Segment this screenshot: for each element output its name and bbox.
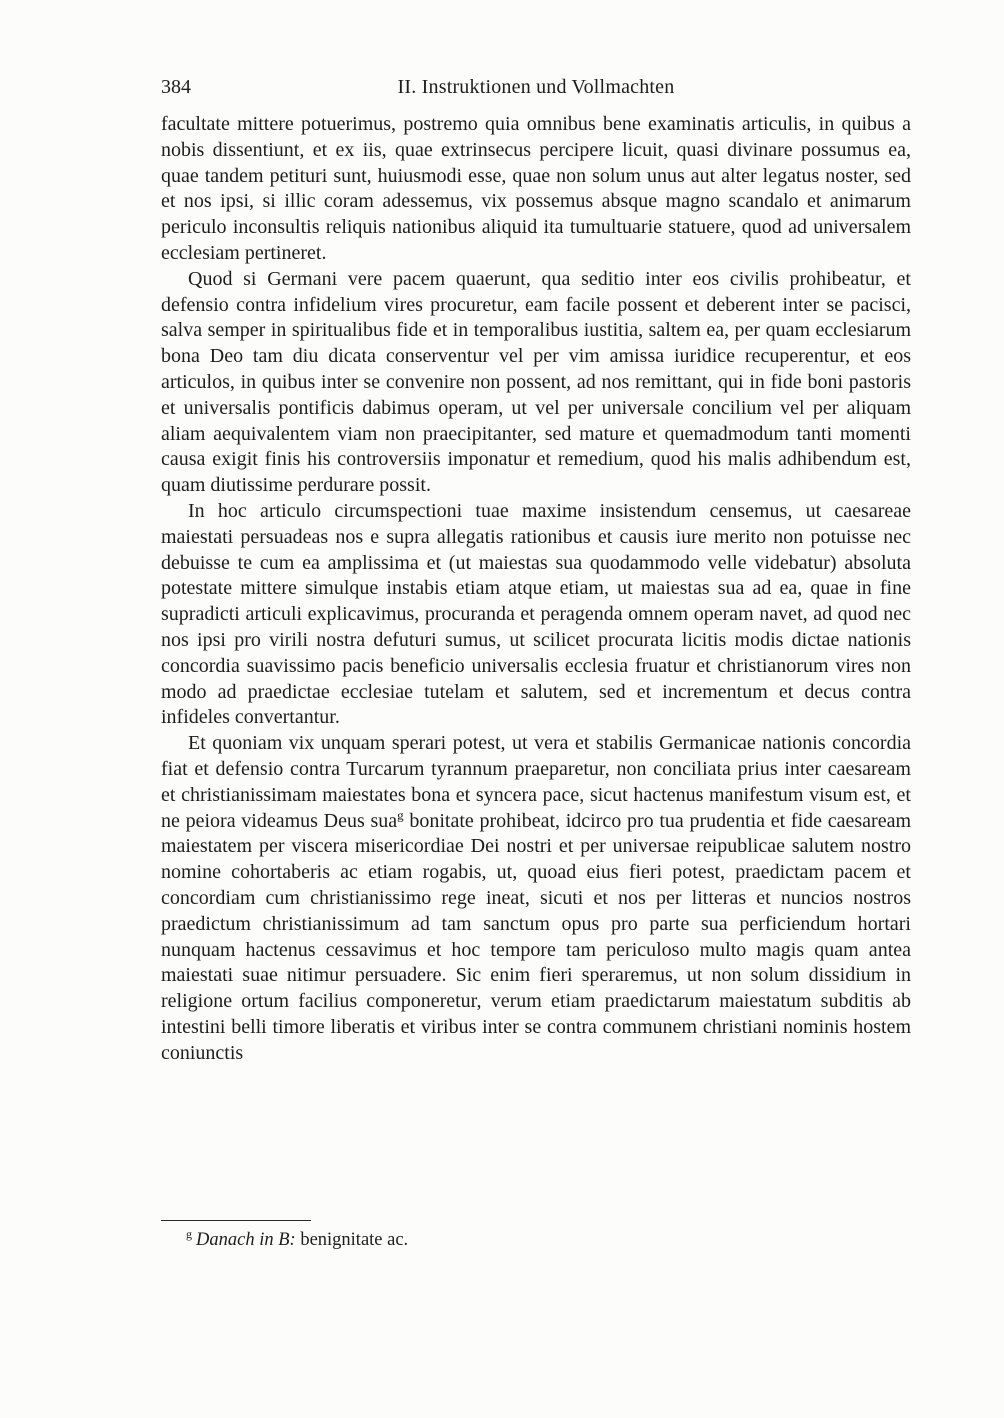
page-header: [161, 76, 911, 104]
footnote: [161, 1228, 911, 1252]
paragraph-text: Et quoniam vix unquam sperari potest, ut vera et stabilis Germanicae nationis concordia fiat et defensio contra Turcarum tyrannum praeparetur, non conciliata prius inter caesaream et christianissimam maiestates bona et syncera pace, sicut hactenus manifestum visum est, et ne peiora videamus Deus sua: [161, 732, 911, 832]
paragraph: facultate mittere potuerimus, postremo quia omnibus bene examinatis articulis, in quibus a nobis dissentiunt, et ex iis, quae extrinsecus percipere licuit, quasi divinare possumus ea, quae tandem petituri sunt, huiusmodi esse, quae non solum unus aut alter legatus noster, sed et nos ipsi, si illic coram adessemus, vix possemus absque magno scandalo et animarum periculo inconsultis reliquis nationibus aliquid ita tumultuarie statuere, quod ad universalem ecclesiam pertineret.: [161, 113, 911, 264]
page-number: 384: [161, 76, 191, 98]
page-body: [161, 112, 911, 1066]
footnote-marker: g: [186, 1226, 192, 1241]
running-header-title: II. Instruktionen und Vollmachten: [397, 76, 675, 98]
footnote-rule: [161, 1220, 311, 1221]
footnote-area: [161, 1220, 911, 1252]
footnote-text: benignitate ac.: [295, 1230, 409, 1250]
footnote-source: Danach in B:: [196, 1230, 296, 1250]
paragraph-text: bonitate prohibeat, idcirco pro tua prudentia et fide caesaream maiestatem per viscera misericordiae Dei nostri et per universae reipublicae salutem nostro nomine cohortaberis ac etiam rogabis, ut, quoad eius fieri potest, praedictam pacem et concordiam cum christianissimo rege ineat, sicuti et nos per litteras et nuncios nostros praedictum christianissimum ad tam sanctum opus pro parte sua perficiendum hortari nunquam hactenus cessavimus et hoc tempore tam periculoso multo magis quam antea maiestati suae nitimur persuadere. Sic enim fieri speraremus, ut non solum dissidium in religione ortum facilius componeretur, verum etiam praedictarum maiestatum subditis ab intestini belli timore liberatis et viribus inter se contra communem christiani nominis hostem coniunctis: [161, 809, 911, 1064]
footnote-marker: g: [397, 806, 404, 822]
paragraph: [161, 731, 911, 1066]
paragraph: Quod si Germani vere pacem quaerunt, qua seditio inter eos civilis prohibeatur, et defensio contra infidelium vires procuretur, eam facile possent et deberent inter se pacisci, salva semper in spiritualibus fide et in temporalibus iustitia, saltem ea, per quam ecclesiarum bona Deo tam diu dicata conserventur vel per vim amissa iuridice recuperentur, et eos articulos, in quibus inter se convenire non possent, ad nos remittant, qui in fide boni pastoris et universalis pontificis dabimus operam, ut vel per universale concilium vel per aliquam aliam aequivalentem viam non praecipitanter, sed mature et quemadmodum tanti momenti causa exigit finis his controversiis imponatur et remedium, quod his malis adhibendum est, quam diutissime perdurare possit.: [161, 267, 911, 497]
paragraph: In hoc articulo circumspectioni tuae maxime insistendum censemus, ut caesareae maiestati persuadeas nos e supra allegatis rationibus et causis iure merito non potuisse nec debuisse te cum ea amplissima et (ut maiestas sua quodammodo velle videbatur) absoluta potestate mittere simulque instabis etiam atque etiam, ut maiestas sua ad ea, quae in fine supradicti articuli explicavimus, procuranda et peragenda omnem operam navet, ad quod nec nos ipsi pro virili nostra defuturi sumus, ut scilicet procurata licitis modis dictae nationis concordia suavissimo pacis beneficio universalis ecclesia fruatur et christianorum vires non modo ad praedictae ecclesiae tutelam et salutem, sed et incrementum et decus contra infideles convertantur.: [161, 499, 911, 729]
